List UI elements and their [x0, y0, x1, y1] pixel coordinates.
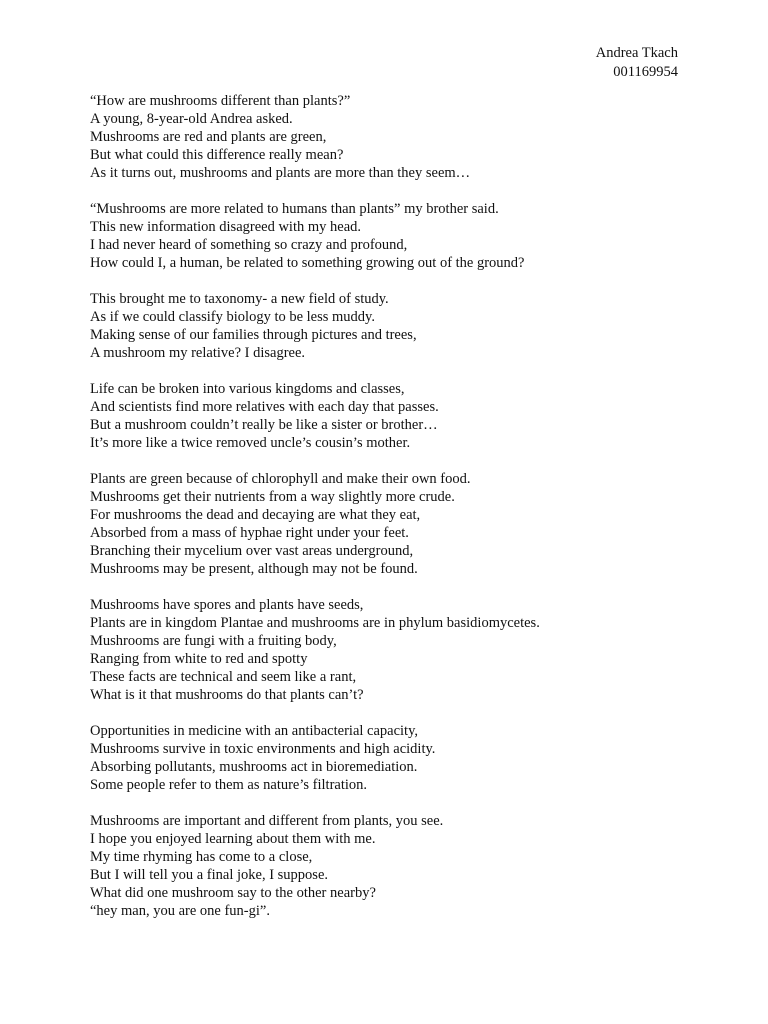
poem-line: What is it that mushrooms do that plants can’t?: [90, 687, 364, 703]
poem-line: Life can be broken into various kingdoms and classes,: [90, 381, 405, 397]
poem-stanza: [90, 470, 690, 578]
poem-line: Mushrooms are red and plants are green,: [90, 129, 327, 145]
poem-line: Mushrooms get their nutrients from a way slightly more crude.: [90, 489, 455, 505]
poem-line: Making sense of our families through pictures and trees,: [90, 327, 417, 343]
poem-line: But a mushroom couldn’t really be like a sister or brother…: [90, 417, 438, 433]
poem-line: Ranging from white to red and spotty: [90, 651, 308, 667]
poem-line: Mushrooms are important and different from plants, you see.: [90, 813, 444, 829]
poem-line: A young, 8-year-old Andrea asked.: [90, 111, 293, 127]
poem-line: But I will tell you a final joke, I suppose.: [90, 867, 329, 883]
header-block: [596, 44, 678, 82]
poem-stanza: [90, 290, 690, 362]
poem-line: For mushrooms the dead and decaying are what they eat,: [90, 507, 421, 523]
author-name: Andrea Tkach: [595, 45, 678, 61]
poem-line: Some people refer to them as nature’s filtration.: [90, 777, 368, 793]
poem-line: It’s more like a twice removed uncle’s cousin’s mother.: [90, 435, 411, 451]
student-id: 001169954: [613, 64, 678, 80]
poem-line: “How are mushrooms different than plants?”: [90, 93, 351, 109]
poem-line: As if we could classify biology to be less muddy.: [90, 309, 375, 325]
poem-line: Mushrooms are fungi with a fruiting body,: [90, 633, 337, 649]
poem-stanza: [90, 812, 690, 920]
poem-line: Mushrooms may be present, although may not be found.: [90, 561, 418, 577]
poem-line: These facts are technical and seem like a rant,: [90, 669, 357, 685]
poem-body: [90, 92, 690, 938]
poem-line: Branching their mycelium over vast areas underground,: [90, 543, 414, 559]
poem-line: What did one mushroom say to the other nearby?: [90, 885, 376, 901]
poem-line: I hope you enjoyed learning about them with me.: [90, 831, 376, 847]
poem-line: “Mushrooms are more related to humans than plants” my brother said.: [90, 201, 499, 217]
poem-stanza: [90, 92, 690, 182]
poem-stanza: [90, 200, 690, 272]
poem-line: Absorbed from a mass of hyphae right under your feet.: [90, 525, 409, 541]
poem-stanza: [90, 722, 690, 794]
poem-line: Plants are green because of chlorophyll and make their own food.: [90, 471, 471, 487]
poem-line: How could I, a human, be related to something growing out of the ground?: [90, 255, 525, 271]
poem-line: This brought me to taxonomy- a new field of study.: [90, 291, 389, 307]
poem-line: My time rhyming has come to a close,: [90, 849, 313, 865]
poem-line: This new information disagreed with my head.: [90, 219, 362, 235]
poem-stanza: [90, 380, 690, 452]
poem-line: And scientists find more relatives with each day that passes.: [90, 399, 439, 415]
poem-line: Mushrooms have spores and plants have seeds,: [90, 597, 364, 613]
poem-line: A mushroom my relative? I disagree.: [90, 345, 306, 361]
poem-line: As it turns out, mushrooms and plants are more than they seem…: [90, 165, 471, 181]
poem-line: I had never heard of something so crazy and profound,: [90, 237, 408, 253]
poem-stanza: [90, 596, 690, 704]
poem-line: Mushrooms survive in toxic environments and high acidity.: [90, 741, 436, 757]
poem-line: Absorbing pollutants, mushrooms act in bioremediation.: [90, 759, 418, 775]
poem-line: Opportunities in medicine with an antibacterial capacity,: [90, 723, 419, 739]
poem-line: But what could this difference really mean?: [90, 147, 344, 163]
poem-line: “hey man, you are one fun-gi”.: [90, 903, 270, 919]
poem-line: Plants are in kingdom Plantae and mushrooms are in phylum basidiomycetes.: [90, 615, 540, 631]
